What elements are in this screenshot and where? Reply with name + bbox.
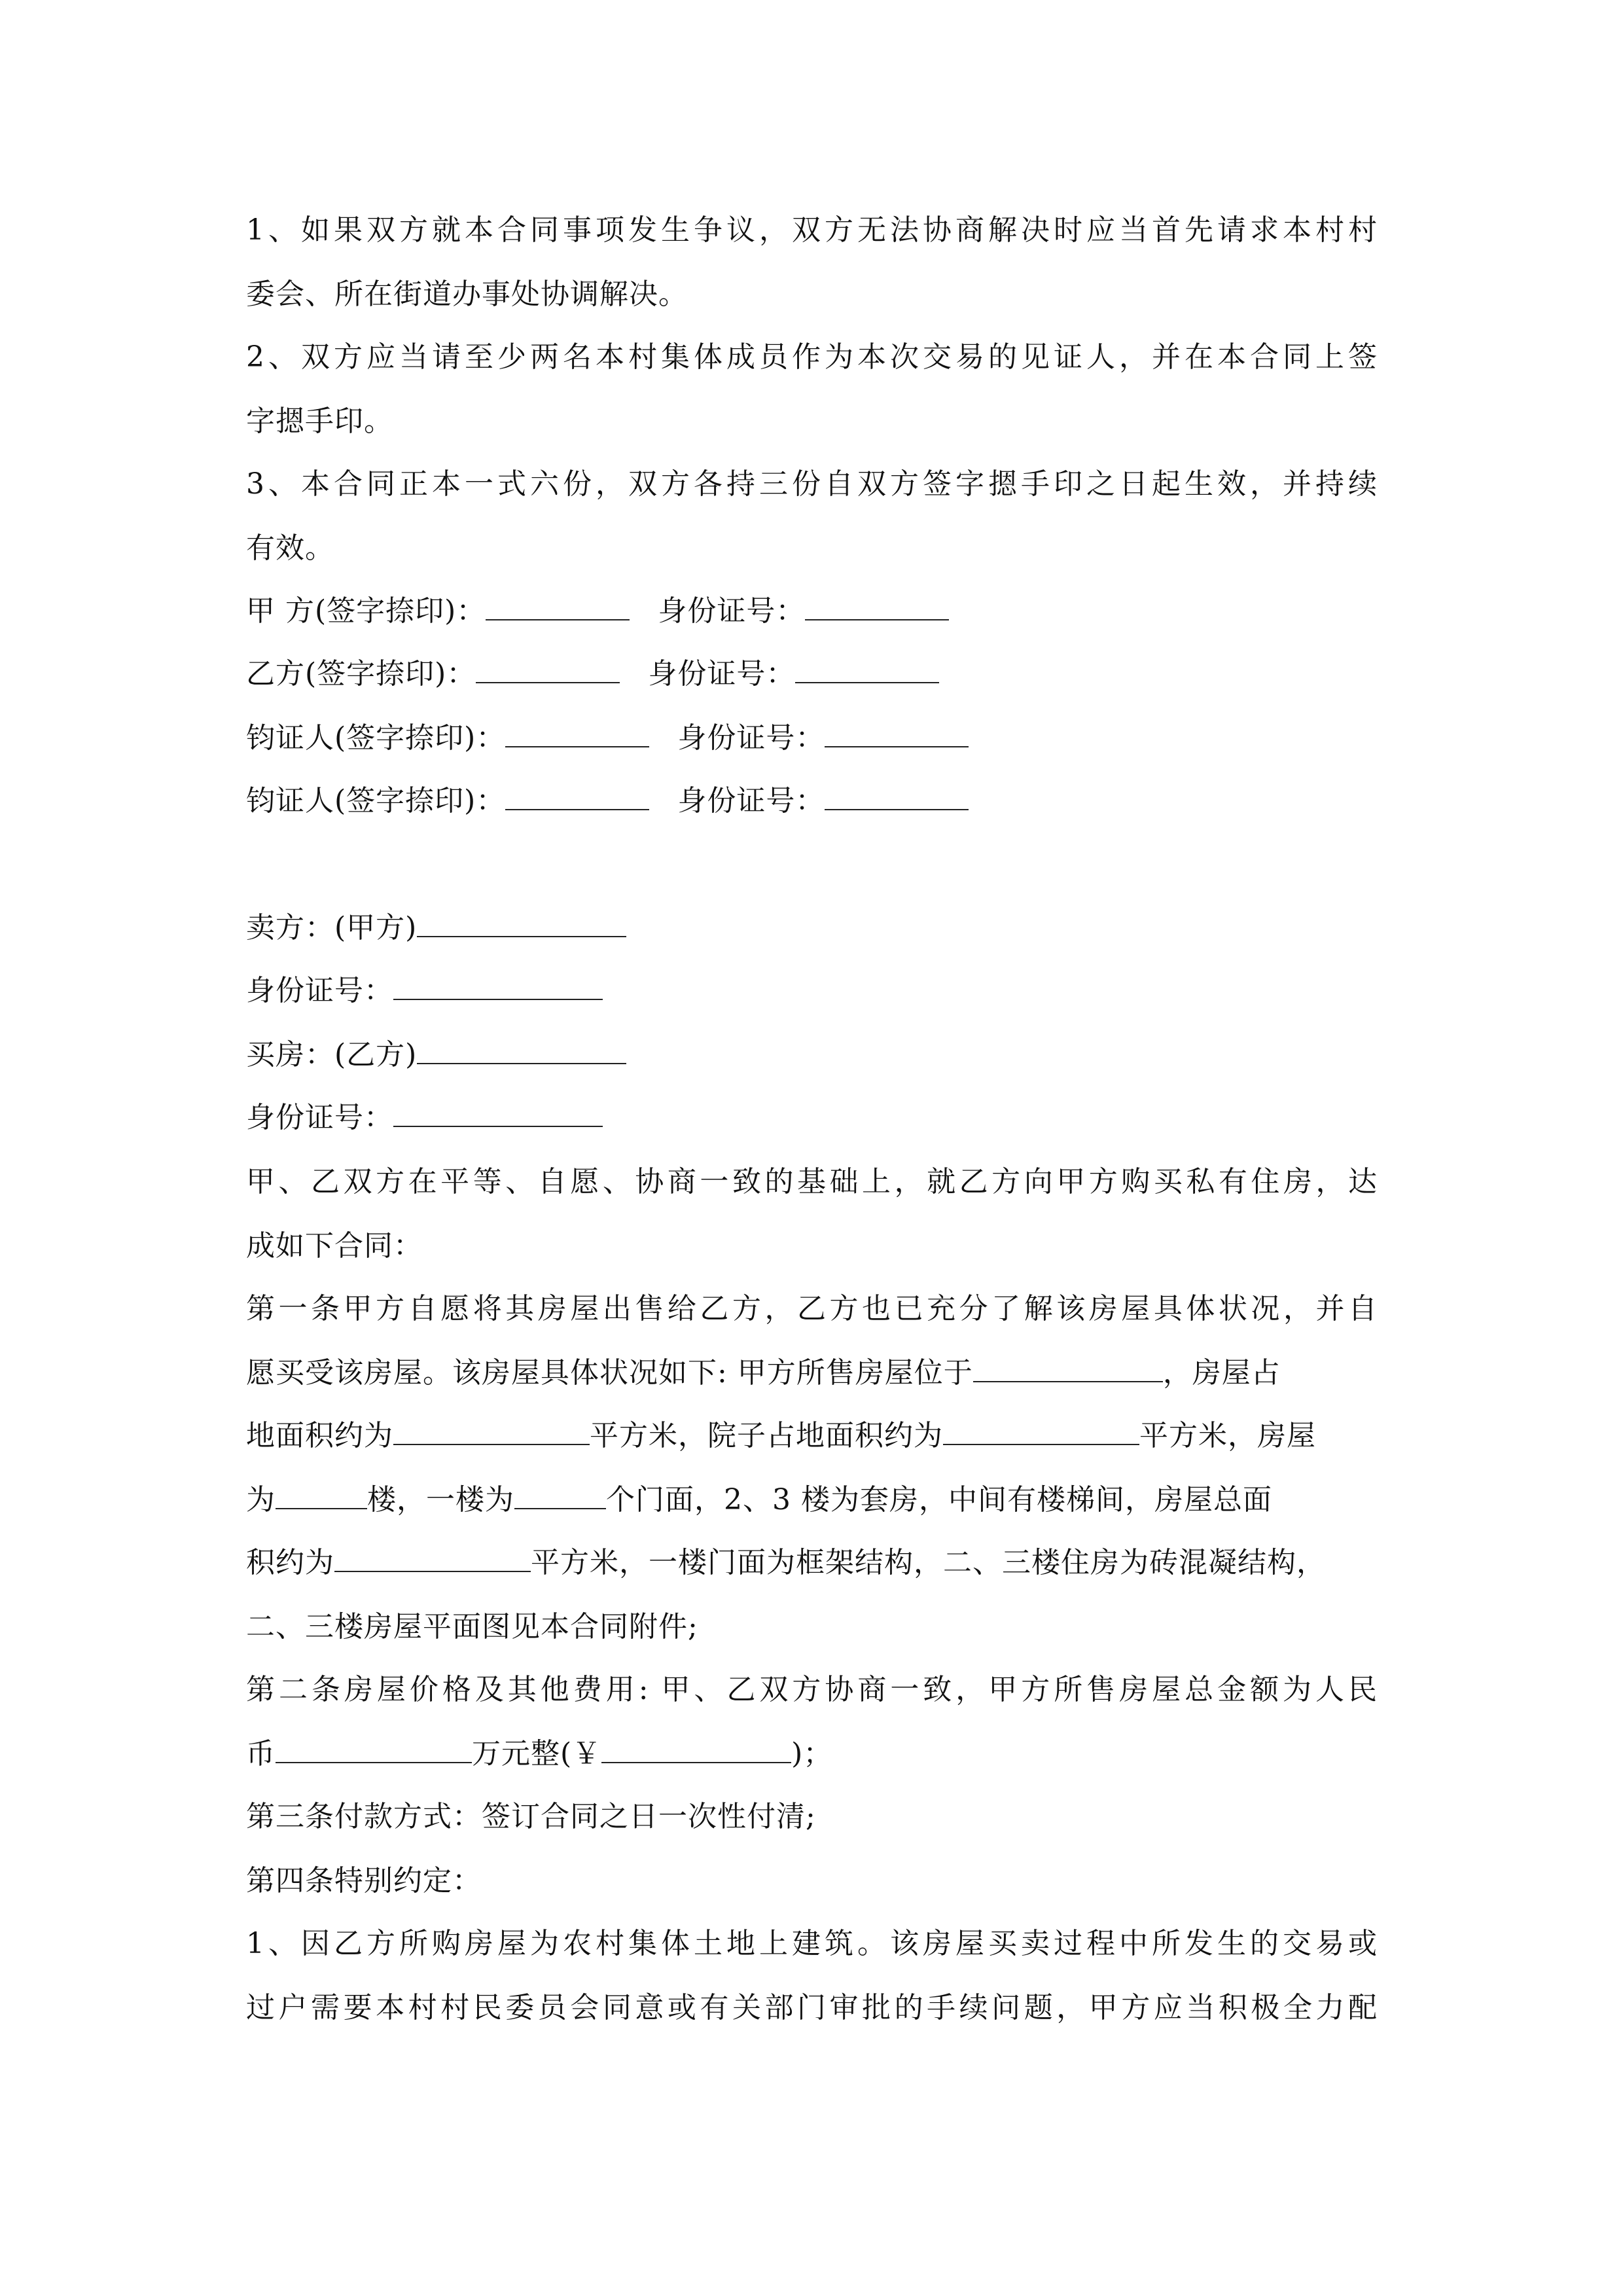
article-1-line-2 [246,1355,1281,1391]
article-1-text: 楼，一楼为 [367,1483,514,1516]
article-1-line-6: 二、三楼房屋平面图见本合同附件; [246,1610,698,1643]
article-2-line-2 [246,1736,832,1772]
clause-3-line-2: 有效。 [246,531,334,565]
signature-blank [476,656,620,683]
floors-blank [276,1482,367,1509]
id-number-blank [795,656,939,683]
price-yuan-blank [601,1736,791,1763]
article-1-text: 个门面，2、3 楼为套房，中间有楼梯间，房屋总面 [606,1483,1272,1516]
signature-label: 甲 方(签字捺印)： [246,594,486,628]
id-number-label: 身份证号： [677,784,825,817]
buyer-id-label: 身份证号： [246,1101,393,1134]
buyer-row [246,1037,626,1073]
article-1-text: 平方米，一楼门面为框架结构，二、三楼住房为砖混凝结构， [531,1546,1326,1579]
article-3-line-1: 第三条付款方式：签订合同之日一次性付清; [246,1800,816,1833]
signature-row-party-b [246,656,939,692]
signature-row-party-a [246,593,949,630]
total-area-blank [334,1545,531,1572]
article-4-clause-1-line-2: 过户需要本村村民委员会同意或有关部门审批的手续问题，甲方应当积极全力配 [246,1991,1377,2024]
article-1-text: 愿买受该房屋。该房屋具体状况如下: 甲方所售房屋位于 [246,1356,973,1390]
clause-1-line-2: 委会、所在街道办事处协调解决。 [246,278,688,311]
signature-row-witness-1 [246,720,969,757]
article-1-text: 平方米，房屋 [1139,1419,1316,1452]
buyer-id-row [246,1100,603,1136]
seller-row [246,910,626,946]
article-4-title: 第四条特别约定： [246,1864,482,1897]
clause-1-line-1: 1、如果双方就本合同事项发生争议，双方无法协商解决时应当首先请求本村村 [246,213,1377,247]
id-number-blank [825,783,969,810]
id-number-label: 身份证号： [677,721,825,755]
article-1-line-5 [246,1545,1326,1581]
article-1-text: ，房屋占 [1162,1356,1281,1390]
floor-area-blank [393,1418,590,1445]
signature-blank [505,720,649,747]
article-4-clause-1-line-1: 1、因乙方所购房屋为农村集体土地上建筑。该房屋买卖过程中所发生的交易或 [246,1927,1377,1960]
seller-blank [417,910,626,937]
article-1-line-3 [246,1418,1316,1454]
id-number-blank [825,720,969,747]
article-1-line-1: 第一条甲方自愿将其房屋出售给乙方，乙方也已充分了解该房屋具体状况，并自 [246,1292,1377,1325]
article-1-line-4 [246,1482,1272,1518]
signature-label: 钧证人(签字捺印)： [246,784,506,817]
preamble-line-2: 成如下合同： [246,1229,423,1263]
buyer-label: 买房：(乙方) [246,1038,418,1071]
signature-label: 钧证人(签字捺印)： [246,721,506,755]
article-1-text: 地面积约为 [246,1419,393,1452]
article-2-text: 万元整(￥ [472,1737,602,1770]
clause-3-line-1: 3、本合同正本一式六份，双方各持三份自双方签字摁手印之日起生效，并持续 [246,467,1377,501]
price-wan-blank [276,1736,472,1763]
location-blank [973,1355,1163,1382]
signature-label: 乙方(签字捺印)： [246,657,476,691]
id-number-label: 身份证号： [658,594,806,628]
clause-2-line-1: 2、双方应当请至少两名本村集体成员作为本次交易的见证人，并在本合同上签 [246,340,1377,374]
seller-label: 卖方：(甲方) [246,911,418,944]
clause-2-line-2: 字摁手印。 [246,404,393,438]
article-2-text: )； [791,1737,833,1770]
id-number-blank [805,593,949,620]
signature-blank [505,783,649,810]
seller-id-blank [393,973,603,1000]
signature-row-witness-2 [246,783,969,819]
seller-id-row [246,973,603,1009]
yard-area-blank [943,1418,1139,1445]
article-1-text: 为 [246,1483,276,1516]
preamble-line-1: 甲、乙双方在平等、自愿、协商一致的基础上，就乙方向甲方购买私有住房，达 [246,1165,1377,1198]
article-1-text: 平方米，院子占地面积约为 [590,1419,943,1452]
buyer-blank [417,1037,626,1064]
storefronts-blank [514,1482,606,1509]
buyer-id-blank [393,1100,603,1127]
article-2-line-1: 第二条房屋价格及其他费用: 甲、乙双方协商一致，甲方所售房屋总金额为人民 [246,1673,1377,1706]
id-number-label: 身份证号： [648,657,796,691]
seller-id-label: 身份证号： [246,974,393,1007]
article-1-text: 积约为 [246,1546,334,1579]
signature-blank [486,593,630,620]
article-2-text: 币 [246,1737,276,1770]
